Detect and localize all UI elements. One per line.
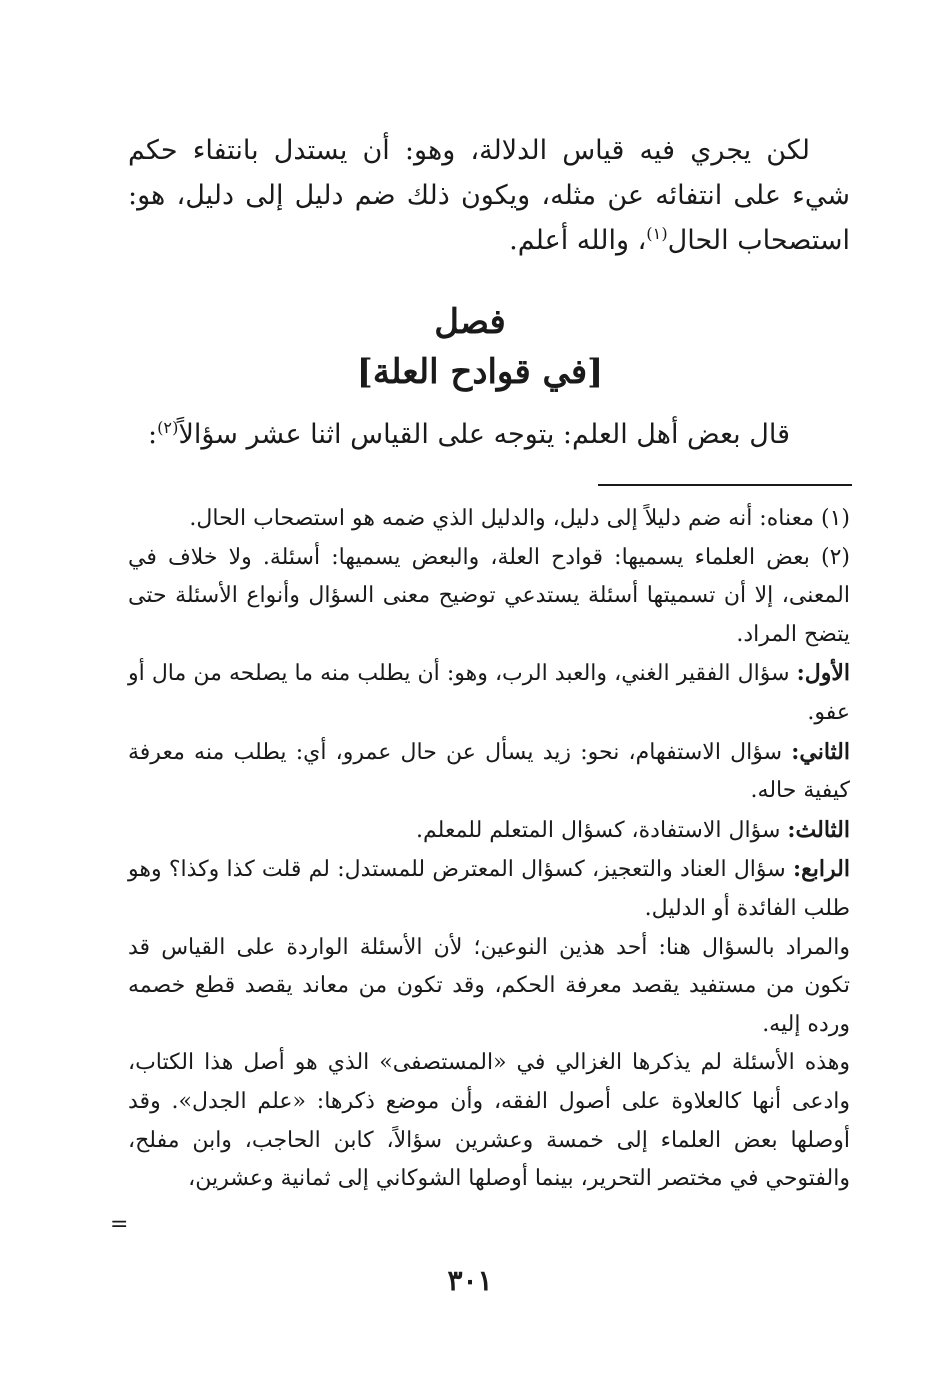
footnote-1: (١) معناه: أنه ضم دليلاً إلى دليل، والدليل الذي ضمه هو استصحاب الحال.	[189, 506, 850, 531]
footnote-2-meaning: والمراد بالسؤال هنا: أحد هذين النوعين؛ لأن الأسئلة الواردة على القياس قد تكون من مستفيد يقصد معرفة الحكم، وقد تكون من معاند يقصد قطع خصمه ورده إليه.	[128, 934, 850, 1037]
footnotes	[128, 500, 850, 1199]
text-fourth: سؤال العناد والتعجيز، كسؤال المعترض للمستدل: لم قلت كذا وكذا؟ وهو طلب الفائدة أو الدليل.	[128, 857, 850, 921]
intro-text: قال بعض أهل العلم: يتوجه على القياس اثنا عشر سؤالاً	[178, 419, 790, 450]
text-third: سؤال الاستفادة، كسؤال المتعلم للمعلم.	[416, 817, 788, 843]
label-second: الثاني:	[791, 738, 850, 765]
text-second: سؤال الاستفهام، نحو: زيد يسأل عن حال عمرو، أي: يطلب منه معرفة كيفية حاله.	[128, 739, 850, 804]
label-first: الأول:	[796, 660, 850, 687]
section-intro	[128, 412, 850, 457]
footnote-marker-1[interactable]: (١)	[646, 224, 668, 243]
footnote-2-ghazali: وهذه الأسئلة لم يذكرها الغزالي في «المستصفى» الذي هو أصل هذا الكتاب، وادعى أنها كالعلاوة على أصول الفقه، وأن موضع ذكرها: «علم الجدل». وقد أوصلها بعض العلماء إلى خمسة وعشرين سؤالاً، كابن الحاجب، وابن مفلح، والفتوحي في مختصر التحرير، بينما أوصلها الشوكاني إلى ثمانية وعشرين،	[128, 1050, 850, 1192]
continuation-mark: =	[110, 1212, 129, 1237]
intro-colon: :	[147, 419, 158, 450]
page-number: ٣٠١	[447, 1264, 493, 1297]
footnote-2-fourth	[128, 850, 850, 928]
footnote-2-third	[128, 811, 850, 851]
section-subheading: [في قوادح العلة]	[356, 352, 604, 392]
footnote-marker-2[interactable]: (٢)	[157, 418, 179, 437]
footnote-separator	[598, 484, 852, 486]
footnote-2-first	[128, 654, 850, 732]
footnote-2: (٢) بعض العلماء يسميها: قوادح العلة، والبعض يسميها: أسئلة. ولا خلاف في المعنى، إلا أن تسميتها أسئلة يستدعي توضيح معنى السؤال وأنواع الأسئلة حتى يتضح المراد.	[128, 544, 850, 647]
main-text: لكن يجري فيه قياس الدلالة، وهو: أن يستدل بانتفاء حكم شيء على انتفائه عن مثله، ويكون ذلك ضم دليل إلى دليل، هو: استصحاب الحال	[128, 135, 850, 256]
label-third: الثالث:	[787, 816, 850, 843]
main-paragraph	[128, 128, 850, 263]
section-heading: فصل	[434, 302, 506, 342]
main-text-end: ، والله أعلم.	[509, 225, 647, 256]
footnote-2-second	[128, 733, 850, 811]
text-first: سؤال الفقير الغني، والعبد الرب، وهو: أن يطلب منه ما يصلحه من مال أو عفو.	[128, 661, 850, 725]
label-fourth: الرابع:	[792, 856, 850, 883]
